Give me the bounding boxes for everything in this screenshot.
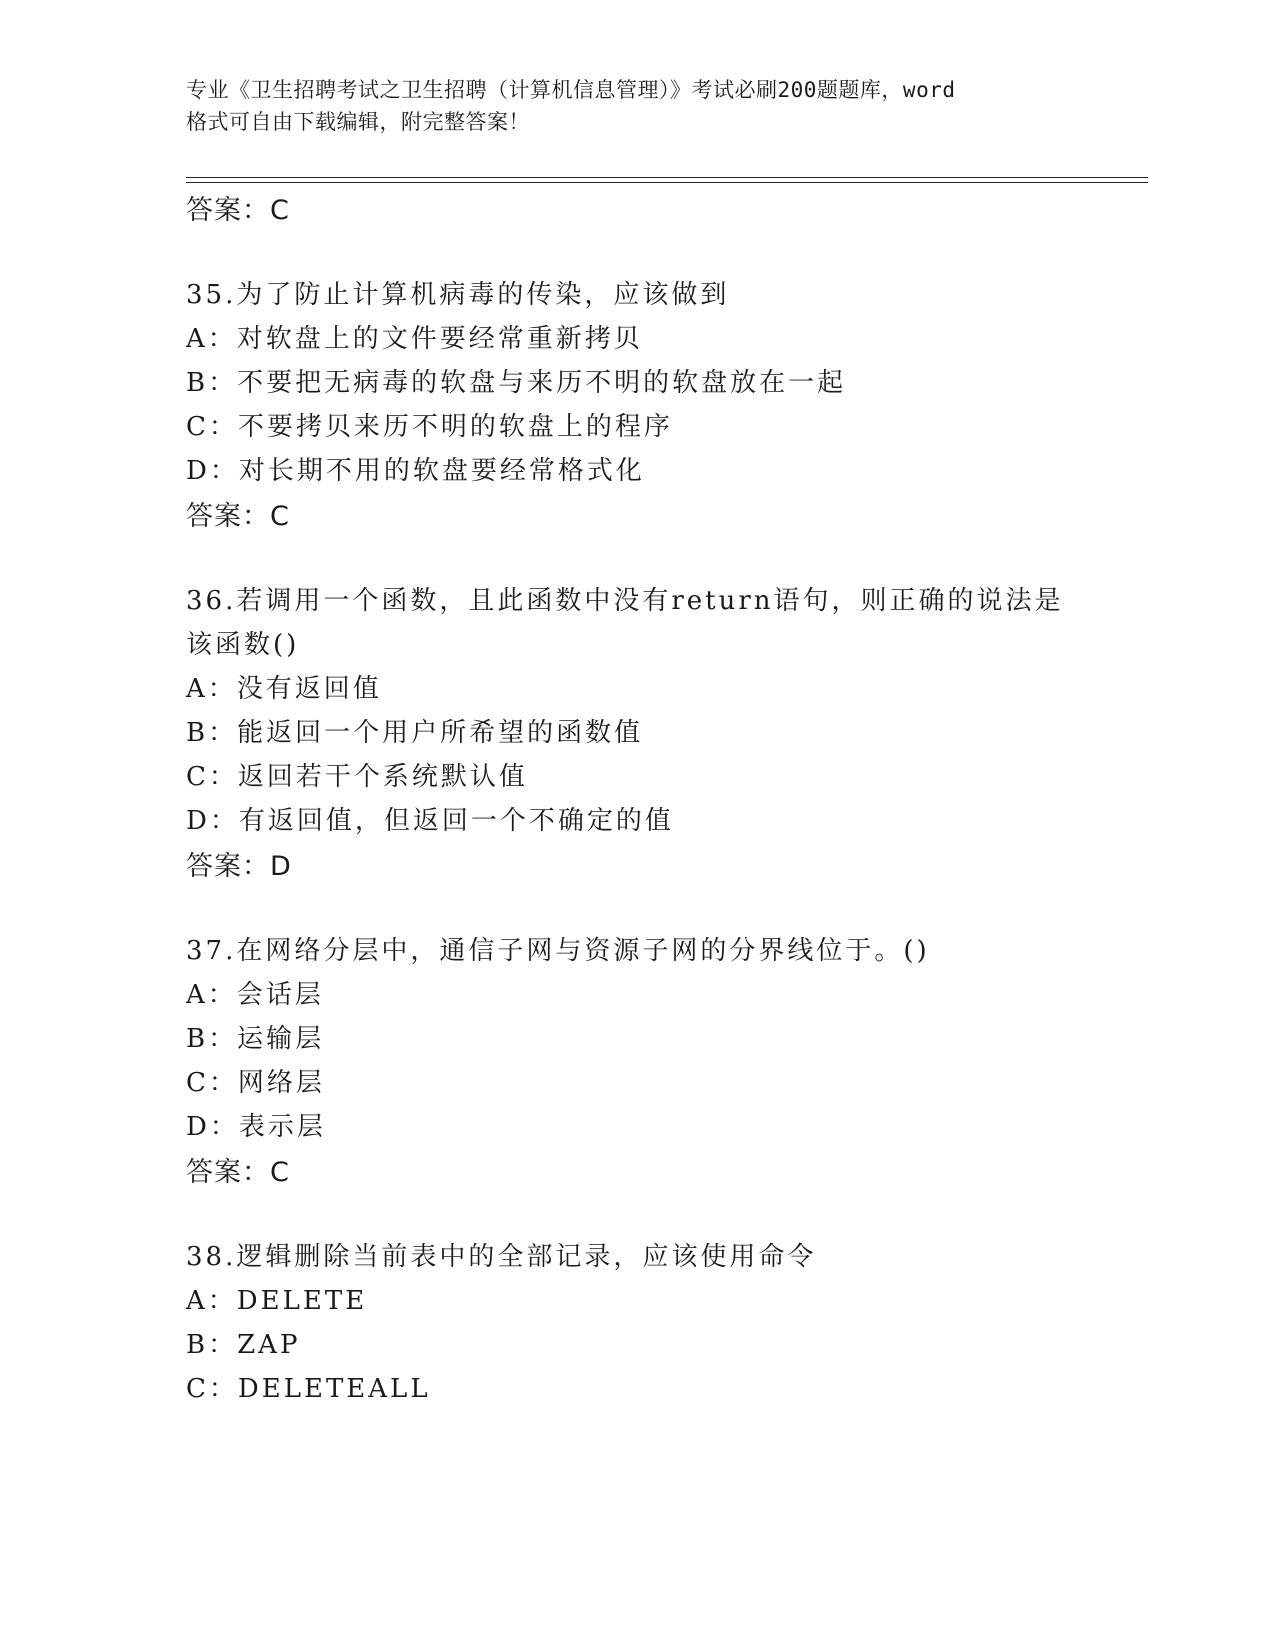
option-c: C：网络层 (186, 1068, 325, 1098)
answer: 答案：C (186, 501, 290, 532)
header-line-2: 格式可自由下载编辑，附完整答案！ (186, 110, 530, 134)
header-divider-bottom (186, 182, 1148, 183)
option-b: B：不要把无病毒的软盘与来历不明的软盘放在一起 (186, 368, 847, 398)
option-d: D：有返回值，但返回一个不确定的值 (186, 806, 674, 836)
question-stem: 36.若调用一个函数，且此函数中没有return语句，则正确的说法是 (186, 586, 1064, 616)
option-b: B：运输层 (186, 1024, 325, 1054)
answer: 答案：D (186, 851, 292, 882)
option-d: D：表示层 (186, 1112, 326, 1142)
header-line-1: 专业《卫生招聘考试之卫生招聘（计算机信息管理）》考试必刷200题题库，word (186, 78, 956, 102)
option-b: B：能返回一个用户所希望的函数值 (186, 718, 644, 748)
option-a: A：DELETE (186, 1286, 368, 1316)
question-stem: 38.逻辑删除当前表中的全部记录，应该使用命令 (186, 1242, 817, 1272)
option-c: C：返回若干个系统默认值 (186, 762, 528, 792)
question-stem: 37.在网络分层中，通信子网与资源子网的分界线位于。() (186, 936, 930, 966)
answer: 答案：C (186, 1157, 290, 1188)
question-stem-continued: 该函数() (186, 630, 300, 660)
document-header (186, 74, 1086, 138)
option-b: B：ZAP (186, 1330, 301, 1360)
option-c: C：不要拷贝来历不明的软盘上的程序 (186, 412, 673, 442)
option-a: A：会话层 (186, 980, 324, 1010)
option-c: C：DELETEALL (186, 1374, 431, 1404)
header-divider-top (186, 177, 1148, 178)
previous-answer: 答案：C (186, 195, 290, 226)
option-d: D：对长期不用的软盘要经常格式化 (186, 456, 645, 486)
option-a: A：对软盘上的文件要经常重新拷贝 (186, 324, 643, 354)
question-stem: 35.为了防止计算机病毒的传染，应该做到 (186, 280, 730, 310)
option-a: A：没有返回值 (186, 674, 382, 704)
